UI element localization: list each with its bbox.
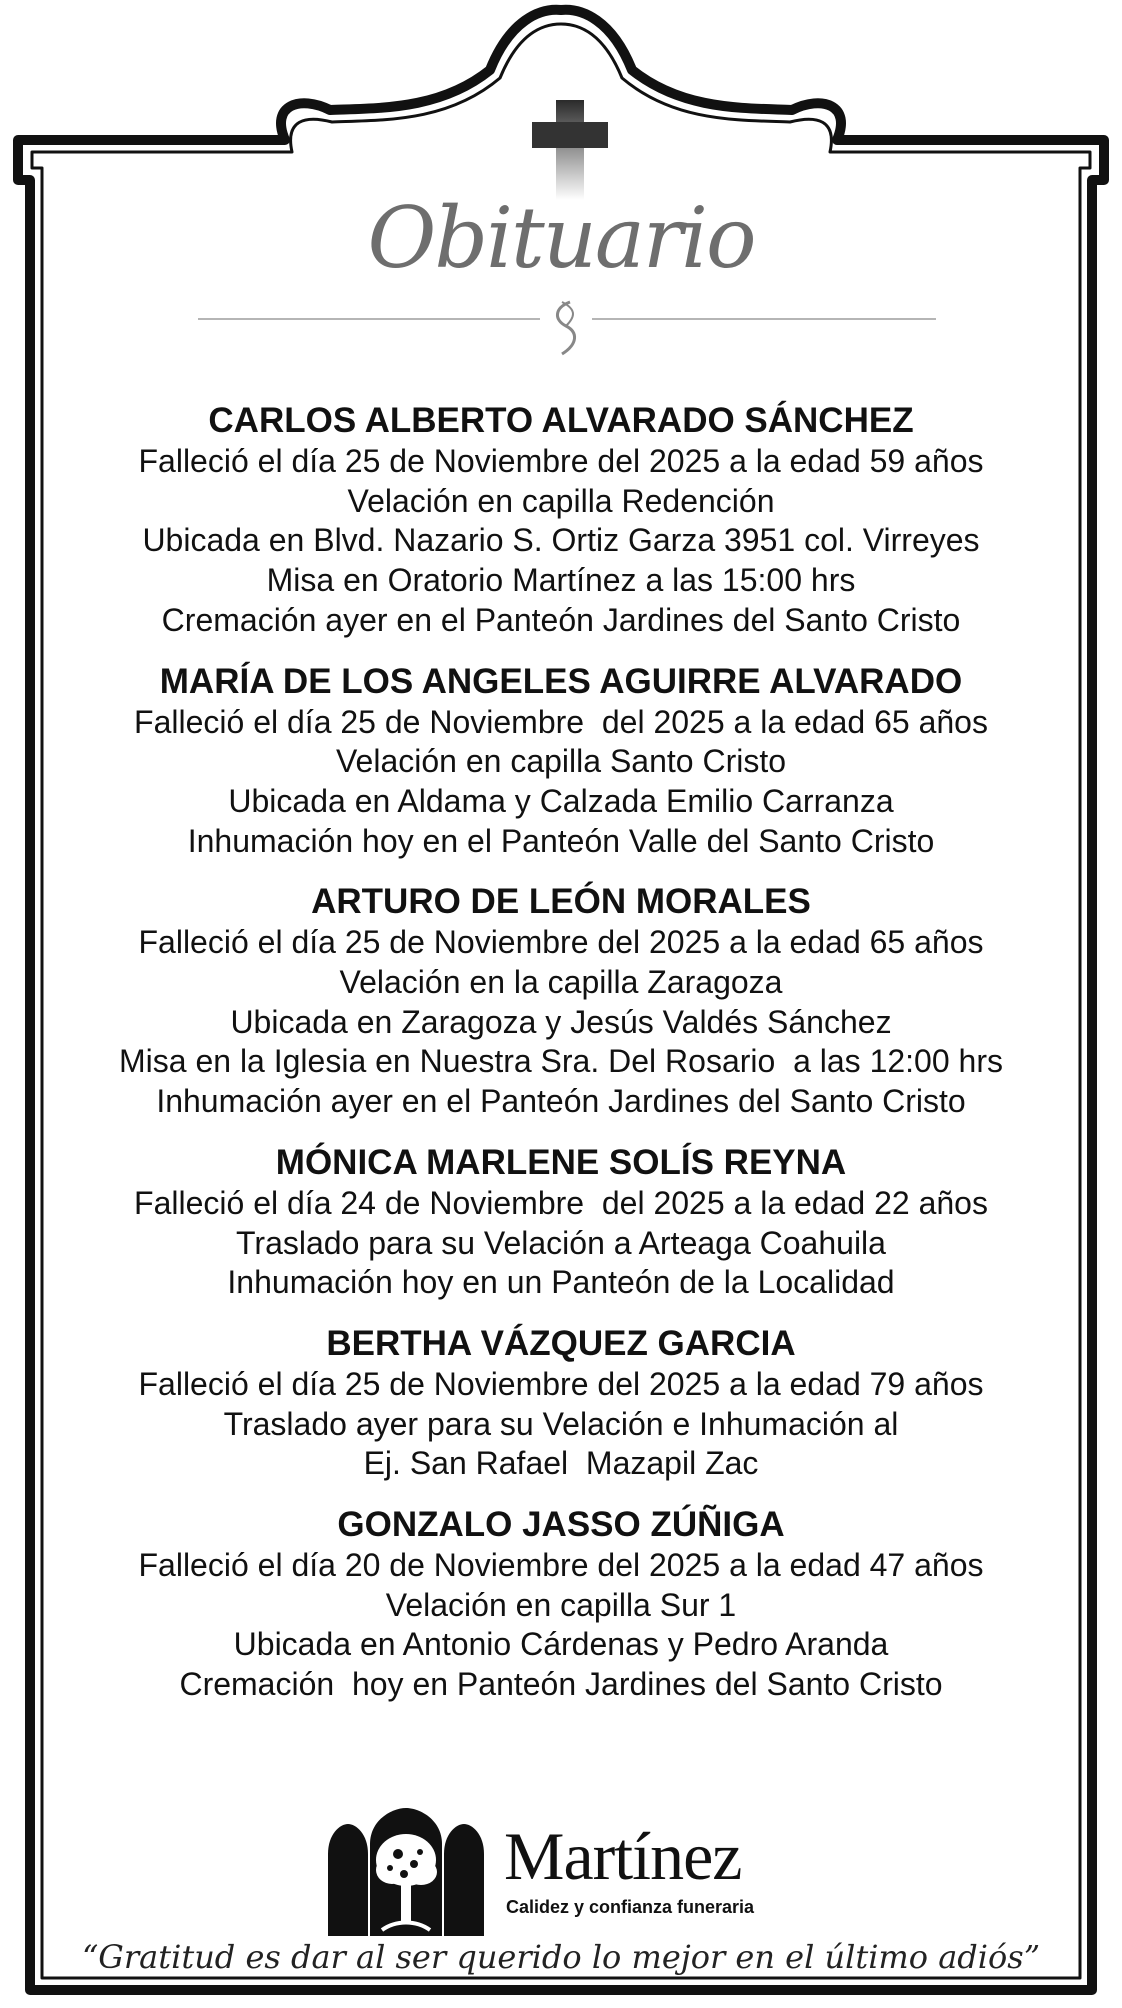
brand-name: Martínez bbox=[504, 1818, 742, 1894]
entry-line: Falleció el día 24 de Noviembre del 2025 a la edad 22 años bbox=[134, 1184, 988, 1221]
funeral-home-logo bbox=[326, 1808, 800, 1938]
obituary-entry bbox=[40, 881, 1082, 1122]
entry-line: Velación en capilla Sur 1 bbox=[385, 1586, 737, 1623]
entry-line: Inhumación ayer en el Panteón Jardines del Santo Cristo bbox=[156, 1083, 966, 1120]
entry-line: Velación en capilla Redención bbox=[347, 482, 775, 519]
entry-line: Falleció el día 25 de Noviembre del 2025 a la edad 65 años bbox=[138, 924, 984, 961]
entry-line: Traslado para su Velación a Arteaga Coahuila bbox=[236, 1224, 886, 1261]
chapel-tree-logo bbox=[326, 1808, 486, 1936]
deceased-name: BERTHA VÁZQUEZ GARCIA bbox=[326, 1323, 796, 1363]
obituary-list bbox=[40, 400, 1082, 1725]
entry-line: Cremación ayer en el Panteón Jardines del Santo Cristo bbox=[161, 601, 961, 638]
obituary-entry bbox=[40, 1142, 1082, 1303]
motto: “Gratitud es dar al ser querido lo mejor en el último adiós” bbox=[81, 1938, 1041, 1976]
entry-line: Falleció el día 20 de Noviembre del 2025 a la edad 47 años bbox=[138, 1547, 984, 1584]
deceased-name: ARTURO DE LEÓN MORALES bbox=[311, 882, 811, 922]
obituary-entry bbox=[40, 661, 1082, 862]
entry-line: Falleció el día 25 de Noviembre del 2025 a la edad 79 años bbox=[138, 1365, 984, 1402]
entry-line: Cremación hoy en Panteón Jardines del Santo Cristo bbox=[179, 1666, 943, 1703]
entry-line: Traslado ayer para su Velación e Inhumación al bbox=[223, 1405, 899, 1442]
entry-line: Ubicada en Antonio Cárdenas y Pedro Aranda bbox=[233, 1626, 889, 1663]
entry-line: Ubicada en Blvd. Nazario S. Ortiz Garza 3951 col. Virreyes bbox=[142, 522, 980, 559]
deceased-name: MARÍA DE LOS ANGELES AGUIRRE ALVARADO bbox=[159, 661, 963, 701]
flourish-icon bbox=[548, 298, 584, 358]
entry-line: Ej. San Rafael Mazapil Zac bbox=[363, 1445, 759, 1482]
divider-right bbox=[592, 318, 936, 320]
obituary-entry bbox=[40, 400, 1082, 641]
entry-line: Velación en capilla Santo Cristo bbox=[335, 743, 787, 780]
entry-line: Falleció el día 25 de Noviembre del 2025 a la edad 59 años bbox=[138, 443, 984, 479]
entry-line: Misa en Oratorio Martínez a las 15:00 hrs bbox=[266, 562, 856, 599]
deceased-name: GONZALO JASSO ZÚÑIGA bbox=[337, 1505, 785, 1545]
deceased-name: MÓNICA MARLENE SOLÍS REYNA bbox=[275, 1142, 847, 1182]
entry-line: Ubicada en Zaragoza y Jesús Valdés Sánchez bbox=[230, 1003, 892, 1040]
deceased-name: CARLOS ALBERTO ALVARADO SÁNCHEZ bbox=[208, 401, 914, 440]
cross-icon bbox=[532, 100, 608, 200]
entry-line: Velación en la capilla Zaragoza bbox=[339, 964, 783, 1001]
obituary-entry bbox=[40, 1323, 1082, 1484]
obituary-entry bbox=[40, 1504, 1082, 1705]
page-title: Obituario bbox=[367, 189, 755, 287]
divider-left bbox=[198, 318, 540, 320]
entry-line: Falleció el día 25 de Noviembre del 2025 a la edad 65 años bbox=[134, 703, 988, 740]
brand-tagline: Calidez y confianza funeraria bbox=[506, 1897, 755, 1917]
entry-line: Inhumación hoy en un Panteón de la Localidad bbox=[227, 1264, 895, 1301]
entry-line: Misa en la Iglesia en Nuestra Sra. Del Rosario a las 12:00 hrs bbox=[119, 1043, 1003, 1080]
entry-line: Inhumación hoy en el Panteón Valle del Santo Cristo bbox=[187, 822, 935, 859]
entry-line: Ubicada en Aldama y Calzada Emilio Carranza bbox=[228, 782, 894, 819]
